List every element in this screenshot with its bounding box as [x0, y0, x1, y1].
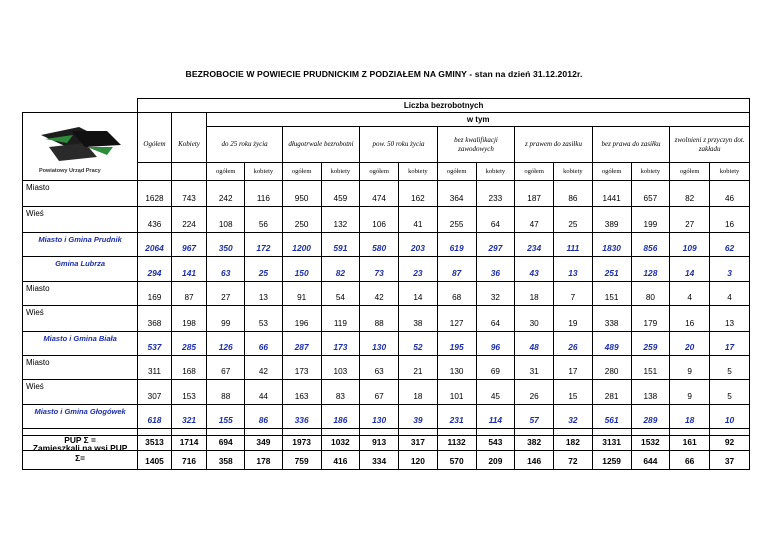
table-cell: 4	[710, 282, 750, 306]
table-cell: 289	[631, 405, 670, 429]
header-ogolem: Ogółem	[138, 127, 172, 163]
village-label-line1: Zamieszkali na wsi PUP	[32, 442, 128, 453]
table-cell: 280	[592, 356, 631, 380]
table-cell: 436	[138, 207, 172, 233]
table-cell: 150	[282, 257, 321, 282]
table-cell: 186	[321, 405, 360, 429]
subheader-kobiety: kobiety	[476, 163, 515, 181]
table-cell: 45	[476, 380, 515, 405]
table-cell: 66	[245, 332, 283, 356]
table-cell: 39	[399, 405, 438, 429]
table-cell: 42	[360, 282, 399, 306]
table-cell: 31	[515, 356, 554, 380]
table-cell: 287	[282, 332, 321, 356]
table-cell: 169	[138, 282, 172, 306]
table-cell: 48	[515, 332, 554, 356]
row-label: Wieś	[23, 306, 138, 332]
table-cell: 1405	[138, 436, 172, 470]
table-cell: 1441	[592, 181, 631, 207]
header-group-0: do 25 roku życia	[207, 127, 282, 163]
table-cell: 1259	[592, 436, 631, 470]
table-cell: 52	[399, 332, 438, 356]
table-cell: 350	[207, 233, 245, 257]
row-label: Miasto	[23, 356, 138, 380]
table-cell: 294	[138, 257, 172, 282]
table-cell: 9	[670, 380, 710, 405]
table-cell: 657	[631, 181, 670, 207]
table-cell: 15	[554, 380, 593, 405]
table-cell: 42	[245, 356, 283, 380]
table-cell: 389	[592, 207, 631, 233]
table-row	[23, 380, 750, 405]
table-cell: 62	[710, 233, 750, 257]
table-cell: 1628	[138, 181, 172, 207]
table-row	[23, 282, 750, 306]
table-cell: 4	[670, 282, 710, 306]
table-cell: 173	[321, 332, 360, 356]
subheader-ogolem: ogółem	[437, 163, 476, 181]
table-cell: 251	[592, 257, 631, 282]
row-label: Gmina Lubrza	[23, 257, 138, 282]
subheader-ogolem: ogółem	[515, 163, 554, 181]
table-cell: 459	[321, 181, 360, 207]
table-cell: 198	[171, 306, 207, 332]
header-group-4: z prawem do zasiłku	[515, 127, 593, 163]
table-cell: 195	[437, 332, 476, 356]
table-cell: 716	[171, 436, 207, 470]
table-cell: 7	[554, 282, 593, 306]
table-cell: 138	[631, 380, 670, 405]
table-cell: 161	[670, 429, 710, 451]
table-cell: 67	[207, 356, 245, 380]
table-cell: 32	[554, 405, 593, 429]
unemployment-table	[22, 98, 750, 451]
table-cell: 20	[670, 332, 710, 356]
table-cell: 99	[207, 306, 245, 332]
table-cell: 231	[437, 405, 476, 429]
table-cell: 128	[631, 257, 670, 282]
table-cell: 30	[515, 306, 554, 332]
table-cell: 209	[476, 436, 515, 470]
table-cell: 297	[476, 233, 515, 257]
table-cell: 127	[437, 306, 476, 332]
row-label: Wieś	[23, 380, 138, 405]
subheader-ogolem: ogółem	[360, 163, 399, 181]
table-cell: 591	[321, 233, 360, 257]
table-cell: 255	[437, 207, 476, 233]
table-row	[23, 306, 750, 332]
table-cell: 321	[171, 405, 207, 429]
table-cell: 5	[710, 356, 750, 380]
table-cell: 618	[138, 405, 172, 429]
table-cell: 281	[592, 380, 631, 405]
table-cell: 101	[437, 380, 476, 405]
table-cell: 92	[710, 429, 750, 451]
table-cell: 87	[437, 257, 476, 282]
table-cell: 26	[554, 332, 593, 356]
table-cell: 109	[670, 233, 710, 257]
table-cell: 116	[245, 181, 283, 207]
table-cell: 17	[554, 356, 593, 380]
table-cell: 644	[631, 436, 670, 470]
table-cell: 1973	[282, 429, 321, 451]
table-cell: 743	[171, 181, 207, 207]
subheader-ogolem: ogółem	[207, 163, 245, 181]
table-cell: 474	[360, 181, 399, 207]
table-cell: 242	[207, 181, 245, 207]
table-cell: 694	[207, 429, 245, 451]
table-cell: 69	[476, 356, 515, 380]
table-cell: 162	[399, 181, 438, 207]
village-table	[22, 435, 750, 470]
table-cell: 619	[437, 233, 476, 257]
header-group-1: długotrwale bezrobotni	[282, 127, 360, 163]
table-cell: 196	[282, 306, 321, 332]
table-cell: 182	[554, 429, 593, 451]
table-cell: 146	[515, 436, 554, 470]
table-cell: 26	[515, 380, 554, 405]
table-cell: 56	[245, 207, 283, 233]
table-cell: 259	[631, 332, 670, 356]
header-group-6: zwolnieni z przyczyn dot. zakładu	[670, 127, 750, 163]
table-cell: 151	[631, 356, 670, 380]
table-cell: 179	[631, 306, 670, 332]
table-cell: 57	[515, 405, 554, 429]
table-cell: 108	[207, 207, 245, 233]
header-kobiety: Kobiety	[171, 127, 207, 163]
table-cell: 16	[670, 306, 710, 332]
subheader-kobiety: kobiety	[321, 163, 360, 181]
subheader-kobiety: kobiety	[631, 163, 670, 181]
table-cell: 967	[171, 233, 207, 257]
table-cell: 151	[592, 282, 631, 306]
table-cell: 10	[710, 405, 750, 429]
header-group-5: bez prawa do zasiłku	[592, 127, 670, 163]
table-cell: 950	[282, 181, 321, 207]
page-title: BEZROBOCIE W POWIECIE PRUDNICKIM Z PODZIAŁEM NA GMINY - stan na dzień 31.12.2012r.	[185, 69, 583, 79]
table-cell: 1532	[631, 429, 670, 451]
table-cell: 13	[710, 306, 750, 332]
table-cell: 44	[245, 380, 283, 405]
table-cell: 67	[360, 380, 399, 405]
table-cell: 27	[670, 207, 710, 233]
table-cell: 382	[515, 429, 554, 451]
row-label: Miasto	[23, 282, 138, 306]
table-cell: 73	[360, 257, 399, 282]
table-cell: 1032	[321, 429, 360, 451]
table-cell: 168	[171, 356, 207, 380]
table-cell: 86	[245, 405, 283, 429]
table-cell: 106	[360, 207, 399, 233]
table-cell: 537	[138, 332, 172, 356]
table-cell: 5	[710, 380, 750, 405]
table-cell: 580	[360, 233, 399, 257]
table-cell: 141	[171, 257, 207, 282]
table-cell: 23	[399, 257, 438, 282]
row-label: PUP Σ =	[23, 429, 138, 451]
header-group-3: bez kwalifikacji zawodowych	[437, 127, 515, 163]
table-cell: 27	[207, 282, 245, 306]
table-cell: 16	[710, 207, 750, 233]
table-cell: 32	[476, 282, 515, 306]
table-cell: 43	[515, 257, 554, 282]
table-cell: 178	[245, 436, 283, 470]
table-cell: 561	[592, 405, 631, 429]
subheader-kobiety: kobiety	[554, 163, 593, 181]
table-cell: 63	[360, 356, 399, 380]
table-cell: 132	[321, 207, 360, 233]
table-cell: 103	[321, 356, 360, 380]
table-cell: 155	[207, 405, 245, 429]
table-cell: 14	[670, 257, 710, 282]
table-cell: 126	[207, 332, 245, 356]
subheader-ogolem: ogółem	[670, 163, 710, 181]
table-cell: 88	[207, 380, 245, 405]
table-cell: 83	[321, 380, 360, 405]
table-cell: 13	[554, 257, 593, 282]
table-cell: 64	[476, 207, 515, 233]
table-cell: 25	[554, 207, 593, 233]
table-cell: 913	[360, 429, 399, 451]
table-cell: 489	[592, 332, 631, 356]
table-cell: 336	[282, 405, 321, 429]
table-cell: 250	[282, 207, 321, 233]
table-cell: 153	[171, 380, 207, 405]
header-group-2: pow. 50 roku życia	[360, 127, 438, 163]
table-cell: 63	[207, 257, 245, 282]
table-cell: 368	[138, 306, 172, 332]
table-cell: 311	[138, 356, 172, 380]
village-label-line2: Σ=	[75, 452, 86, 463]
row-label: Wieś	[23, 207, 138, 233]
table-cell: 1132	[437, 429, 476, 451]
table-cell: 64	[476, 306, 515, 332]
table-cell: 759	[282, 436, 321, 470]
table-cell: 37	[710, 436, 750, 470]
table-cell: 187	[515, 181, 554, 207]
table-cell: 203	[399, 233, 438, 257]
table-cell: 25	[245, 257, 283, 282]
table-cell: 46	[710, 181, 750, 207]
table-cell: 233	[476, 181, 515, 207]
table-row	[23, 181, 750, 207]
table-cell: 349	[245, 429, 283, 451]
row-label: Miasto i Gmina Prudnik	[23, 233, 138, 257]
table-row	[23, 207, 750, 233]
row-label: Miasto	[23, 181, 138, 207]
table-cell: 234	[515, 233, 554, 257]
table-cell: 120	[399, 436, 438, 470]
table-cell: 18	[399, 380, 438, 405]
table-cell: 111	[554, 233, 593, 257]
table-cell: 163	[282, 380, 321, 405]
table-cell: 96	[476, 332, 515, 356]
subheader-kobiety: kobiety	[710, 163, 750, 181]
table-row	[23, 405, 750, 429]
table-cell: 130	[360, 332, 399, 356]
table-row	[23, 332, 750, 356]
table-cell: 82	[670, 181, 710, 207]
table-row	[23, 233, 750, 257]
logo-text: Powiatowy Urząd Pracy	[39, 168, 101, 174]
table-cell: 317	[399, 429, 438, 451]
table-cell: 3131	[592, 429, 631, 451]
header-wtym: w tym	[207, 113, 750, 127]
table-cell: 338	[592, 306, 631, 332]
table-cell: 17	[710, 332, 750, 356]
table-cell: 18	[515, 282, 554, 306]
table-cell: 14	[399, 282, 438, 306]
table-cell: 21	[399, 356, 438, 380]
table-cell: 66	[670, 436, 710, 470]
row-label: Miasto i Gmina Biała	[23, 332, 138, 356]
table-cell: 334	[360, 436, 399, 470]
table-cell: 38	[399, 306, 438, 332]
village-label	[23, 436, 138, 470]
table-cell: 72	[554, 436, 593, 470]
table-cell: 13	[245, 282, 283, 306]
table-cell: 9	[670, 356, 710, 380]
table-cell: 91	[282, 282, 321, 306]
table-cell: 68	[437, 282, 476, 306]
table-cell: 53	[245, 306, 283, 332]
table-cell: 80	[631, 282, 670, 306]
table-row	[23, 356, 750, 380]
table-cell: 119	[321, 306, 360, 332]
table-cell: 86	[554, 181, 593, 207]
subheader-kobiety: kobiety	[399, 163, 438, 181]
subheader-ogolem: ogółem	[592, 163, 631, 181]
table-cell: 416	[321, 436, 360, 470]
table-cell: 856	[631, 233, 670, 257]
table-cell: 3	[710, 257, 750, 282]
table-cell: 3513	[138, 429, 172, 451]
row-label: Miasto i Gmina Głogówek	[23, 405, 138, 429]
table-cell: 114	[476, 405, 515, 429]
table-cell: 18	[670, 405, 710, 429]
table-cell: 570	[437, 436, 476, 470]
table-cell: 54	[321, 282, 360, 306]
table-cell: 130	[437, 356, 476, 380]
table-cell: 1714	[171, 429, 207, 451]
logo-graphic-icon	[27, 117, 127, 173]
table-cell: 173	[282, 356, 321, 380]
table-cell: 364	[437, 181, 476, 207]
table-cell: 1830	[592, 233, 631, 257]
subheader-kobiety: kobiety	[245, 163, 283, 181]
subheader-ogolem: ogółem	[282, 163, 321, 181]
table-cell: 41	[399, 207, 438, 233]
table-row	[23, 257, 750, 282]
table-cell: 82	[321, 257, 360, 282]
table-cell: 36	[476, 257, 515, 282]
table-cell: 224	[171, 207, 207, 233]
table-cell: 1200	[282, 233, 321, 257]
table-cell: 285	[171, 332, 207, 356]
table-cell: 47	[515, 207, 554, 233]
table-cell: 172	[245, 233, 283, 257]
table-cell: 130	[360, 405, 399, 429]
table-cell: 307	[138, 380, 172, 405]
logo	[23, 113, 138, 181]
table-cell: 543	[476, 429, 515, 451]
table-cell: 19	[554, 306, 593, 332]
table-cell: 87	[171, 282, 207, 306]
table-cell: 2064	[138, 233, 172, 257]
table-cell: 199	[631, 207, 670, 233]
header-liczba: Liczba bezrobotnych	[138, 99, 750, 113]
table-cell: 358	[207, 436, 245, 470]
table-cell: 88	[360, 306, 399, 332]
